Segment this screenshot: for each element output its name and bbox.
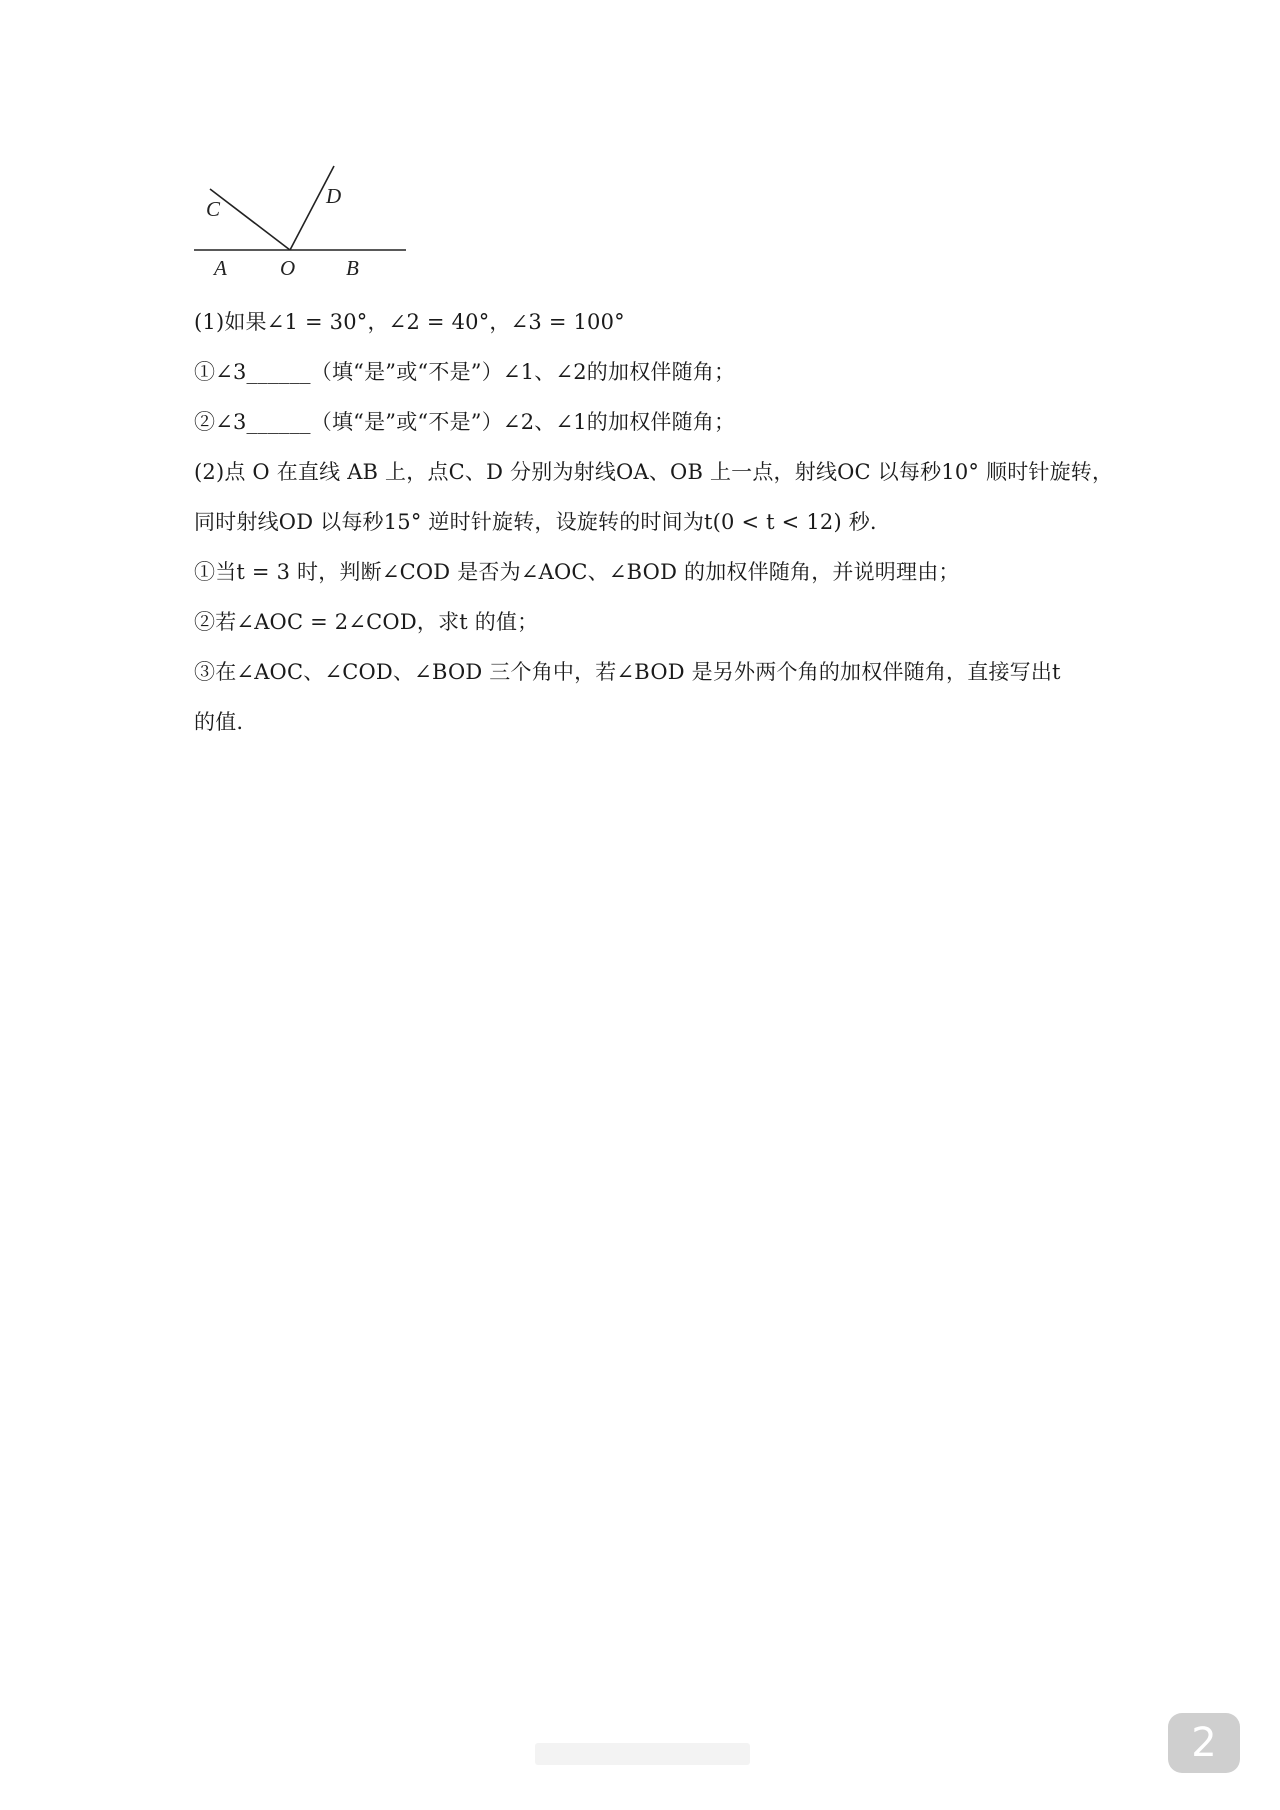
- label-c: C: [206, 197, 221, 221]
- part2-statement-line1: (2)点 O 在直线 AB 上，点C、D 分别为射线OA、OB 上一点，射线OC 以每秒10° 顺时针旋转，: [194, 460, 1114, 484]
- blurred-watermark: [535, 1743, 750, 1765]
- part2-q3-line2: 的值.: [194, 710, 244, 734]
- part2-q3-line1: ③在∠AOC、∠COD、∠BOD 三个角中，若∠BOD 是另外两个角的加权伴随角，直接写出t: [194, 660, 1061, 684]
- label-b: B: [346, 256, 359, 280]
- label-a: A: [214, 256, 227, 280]
- part1-given: (1)如果∠1 = 30°，∠2 = 40°，∠3 = 100°: [194, 310, 625, 334]
- label-d: D: [326, 184, 342, 208]
- part2-statement-line2: 同时射线OD 以每秒15° 逆时针旋转，设旋转的时间为t(0 < t < 12) 秒.: [194, 510, 877, 534]
- part2-q1: ①当t = 3 时，判断∠COD 是否为∠AOC、∠BOD 的加权伴随角，并说明理由；: [194, 560, 960, 584]
- ray-oc: [210, 189, 290, 250]
- part1-q2: ②∠3______（填“是”或“不是”）∠2、∠1的加权伴随角；: [194, 410, 736, 434]
- problem-text: [194, 297, 1114, 747]
- part2-q2: ②若∠AOC = 2∠COD，求t 的值；: [194, 610, 539, 634]
- label-o: O: [280, 256, 296, 280]
- angle-diagram-svg: [190, 160, 420, 280]
- part1-q1: ①∠3______（填“是”或“不是”）∠1、∠2的加权伴随角；: [194, 360, 736, 384]
- ray-od: [290, 166, 334, 250]
- angle-diagram: [190, 160, 420, 280]
- page-number-badge: 2: [1168, 1713, 1240, 1773]
